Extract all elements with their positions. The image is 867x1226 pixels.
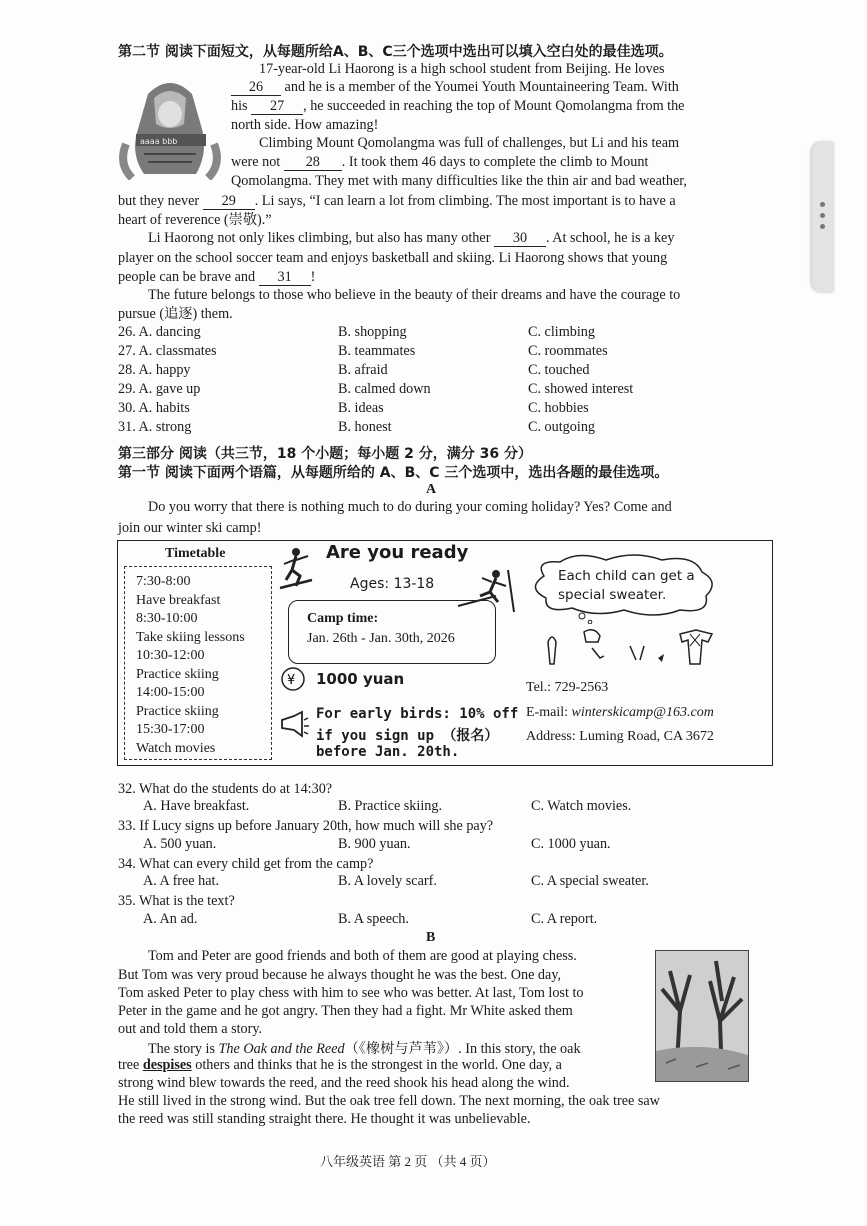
timetable-item: 14:00-15:00 bbox=[136, 685, 205, 700]
p1-line3: his 27 , he succeeded in reaching the top of Mount Qomolangma from the bbox=[231, 98, 685, 114]
passage-a-label: A bbox=[426, 482, 437, 497]
p1-line4: north side. How amazing! bbox=[231, 117, 379, 133]
blank-31[interactable]: 31 bbox=[259, 270, 311, 286]
bubble-line1: Each child can get a bbox=[558, 568, 695, 584]
passage-b-p2-line3: strong wind blew towards the reed, and the reed shook his head along the wind. bbox=[118, 1075, 570, 1091]
p1-line1: 17-year-old Li Haorong is a high school student from Beijing. He loves bbox=[259, 61, 665, 77]
page-footer: 八年级英语 第 2 页 （共 4 页） bbox=[320, 1154, 496, 1169]
blank-29[interactable]: 29 bbox=[203, 194, 255, 210]
p4-line1: The future belongs to those who believe in the beauty of their dreams and have the courage to bbox=[148, 287, 681, 303]
p2-line4: but they never 29 . Li says, “I can learn a lot from climbing. The most important is to have a bbox=[118, 193, 676, 209]
timetable-item: Watch movies bbox=[136, 741, 216, 756]
timetable-item: 15:30-17:00 bbox=[136, 722, 205, 737]
passage-b-p1-line2: But Tom was very proud because he always thought he was the best. One day, bbox=[118, 967, 562, 983]
option-26-b[interactable]: B. shopping bbox=[338, 324, 407, 340]
timetable-item: 10:30-12:00 bbox=[136, 648, 205, 663]
early-bird-line1: For early birds: 10% off bbox=[316, 706, 519, 722]
question-35: 35. What is the text? bbox=[118, 893, 235, 909]
option-32-c[interactable]: C. Watch movies. bbox=[531, 798, 632, 814]
passage-b-p2-line1: The story is The Oak and the Reed（《橡树与芦苇》）. In this story, the oak bbox=[148, 1041, 581, 1057]
early-bird-line2: if you sign up （报名） bbox=[316, 728, 499, 744]
passage-b-p1-line1: Tom and Peter are good friends and both of them are good at playing chess. bbox=[148, 948, 577, 964]
contact-email: E-mail: winterskicamp@163.com bbox=[526, 705, 714, 720]
option-30-b[interactable]: B. ideas bbox=[338, 400, 384, 416]
option-30-c[interactable]: C. hobbies bbox=[528, 400, 589, 416]
option-29-c[interactable]: C. showed interest bbox=[528, 381, 634, 397]
ad-headline: Are you ready bbox=[326, 542, 469, 563]
tree-image bbox=[655, 950, 749, 1082]
timetable-item: Have breakfast bbox=[136, 593, 221, 608]
p4-line2: pursue (追逐) them. bbox=[118, 306, 233, 322]
p2-line2: were not 28 . It took them 46 days to complete the climb to Mount bbox=[231, 154, 649, 170]
option-27-b[interactable]: B. teammates bbox=[338, 343, 416, 359]
option-33-a[interactable]: A. 500 yuan. bbox=[143, 836, 217, 852]
blank-26[interactable]: 26 bbox=[231, 80, 281, 96]
blank-30[interactable]: 30 bbox=[494, 231, 546, 247]
intro-line1: Do you worry that there is nothing much to do during your coming holiday? Yes? Come and bbox=[148, 499, 672, 515]
timetable-item: Practice skiing bbox=[136, 667, 219, 682]
option-27-a[interactable]: 27. A. classmates bbox=[118, 343, 217, 359]
coin-icon bbox=[280, 666, 306, 692]
option-33-c[interactable]: C. 1000 yuan. bbox=[531, 836, 611, 852]
handle-dot-icon bbox=[820, 202, 825, 207]
intro-line2: join our winter ski camp! bbox=[118, 520, 262, 536]
side-panel-handle[interactable] bbox=[812, 142, 834, 292]
contact-address: Address: Luming Road, CA 3672 bbox=[526, 729, 714, 744]
option-27-c[interactable]: C. roommates bbox=[528, 343, 608, 359]
ad-ages: Ages: 13-18 bbox=[350, 576, 435, 592]
option-31-b[interactable]: B. honest bbox=[338, 419, 392, 435]
early-bird-line3: before Jan. 20th. bbox=[316, 744, 460, 760]
question-34: 34. What can every child get from the camp? bbox=[118, 856, 374, 872]
passage-b-label: B bbox=[426, 930, 436, 945]
svg-text:¥: ¥ bbox=[287, 673, 296, 688]
option-29-b[interactable]: B. calmed down bbox=[338, 381, 431, 397]
story-title: The Oak and the Reed bbox=[218, 1041, 345, 1057]
underlined-word: despises bbox=[142, 1057, 192, 1073]
option-34-c[interactable]: C. A special sweater. bbox=[531, 873, 649, 889]
option-31-c[interactable]: C. outgoing bbox=[528, 419, 596, 435]
option-35-c[interactable]: C. A report. bbox=[531, 911, 598, 927]
p3-line1: Li Haorong not only likes climbing, but also has many other 30 . At school, he is a key bbox=[148, 230, 675, 246]
megaphone-icon bbox=[276, 710, 310, 740]
option-34-b[interactable]: B. A lovely scarf. bbox=[338, 873, 437, 889]
p3-line3: people can be brave and 31 ! bbox=[118, 269, 316, 285]
handle-dot-icon bbox=[820, 224, 825, 229]
passage-b-p1-line4: Peter in the game and he got angry. Then they had a fight. Mr White asked them bbox=[118, 1003, 573, 1019]
question-33: 33. If Lucy signs up before January 20th, how much will she pay? bbox=[118, 818, 494, 834]
option-26-a[interactable]: 26. A. dancing bbox=[118, 324, 201, 340]
option-33-b[interactable]: B. 900 yuan. bbox=[338, 836, 411, 852]
blank-28[interactable]: 28 bbox=[284, 155, 342, 171]
p2-line1: Climbing Mount Qomolangma was full of challenges, but Li and his team bbox=[259, 135, 680, 151]
timetable-item: Take skiing lessons bbox=[136, 630, 245, 645]
svg-text:aaaa bbb: aaaa bbb bbox=[140, 137, 178, 146]
part3-heading: 第三部分 阅读（共三节，18 个小题；每小题 2 分，满分 36 分） bbox=[118, 446, 532, 462]
timetable-item: 7:30-8:00 bbox=[136, 574, 191, 589]
timetable-title: Timetable bbox=[165, 546, 226, 561]
option-35-b[interactable]: B. A speech. bbox=[338, 911, 409, 927]
timetable-item: 8:30-10:00 bbox=[136, 611, 198, 626]
p2-line3: Qomolangma. They met with many difficulties like the thin air and bad weather, bbox=[231, 173, 687, 189]
passage-b-p2-line2: tree despises others and thinks that he is the strongest in the world. One day, a bbox=[118, 1057, 562, 1073]
timetable-item: Practice skiing bbox=[136, 704, 219, 719]
option-28-b[interactable]: B. afraid bbox=[338, 362, 388, 378]
bubble-line2: special sweater. bbox=[558, 587, 667, 603]
option-32-a[interactable]: A. Have breakfast. bbox=[143, 798, 250, 814]
part3-section1-heading: 第一节 阅读下面两个语篇，从每题所给的 A、B、C 三个选项中，选出各题的最佳选项。 bbox=[118, 465, 669, 481]
passage-b-p2-line4: He still lived in the strong wind. But the oak tree fell down. The next morning, the oak tree saw bbox=[118, 1093, 660, 1109]
email-address[interactable]: winterskicamp@163.com bbox=[571, 705, 714, 720]
climber-image bbox=[118, 74, 222, 180]
p2-line5: heart of reverence (崇敬).” bbox=[118, 212, 272, 228]
handle-dot-icon bbox=[820, 213, 825, 218]
option-31-a[interactable]: 31. A. strong bbox=[118, 419, 192, 435]
option-29-a[interactable]: 29. A. gave up bbox=[118, 381, 201, 397]
option-28-a[interactable]: 28. A. happy bbox=[118, 362, 191, 378]
passage-b-p1-line3: Tom asked Peter to play chess with him to see who was better. At last, Tom lost to bbox=[118, 985, 584, 1001]
p3-line2: player on the school soccer team and enjoys basketball and skiing. Li Haorong shows that young bbox=[118, 250, 668, 266]
skier-icon bbox=[276, 546, 316, 592]
question-32: 32. What do the students do at 14:30? bbox=[118, 781, 333, 797]
blank-27[interactable]: 27 bbox=[251, 99, 303, 115]
passage-b-p2-line5: the reed was still standing straight there. He thought it was unbelievable. bbox=[118, 1111, 531, 1127]
camp-time-value: Jan. 26th - Jan. 30th, 2026 bbox=[307, 631, 455, 646]
camp-time-label: Camp time: bbox=[307, 611, 379, 626]
option-26-c[interactable]: C. climbing bbox=[528, 324, 595, 340]
p1-line2: 26 and he is a member of the Youmei Youth Mountaineering Team. With bbox=[231, 79, 679, 96]
option-28-c[interactable]: C. touched bbox=[528, 362, 590, 378]
price: 1000 yuan bbox=[316, 670, 405, 688]
option-32-b[interactable]: B. Practice skiing. bbox=[338, 798, 443, 814]
ski-gear-icons bbox=[540, 624, 716, 670]
option-30-a[interactable]: 30. A. habits bbox=[118, 400, 190, 416]
contact-tel: Tel.: 729-2563 bbox=[526, 680, 609, 695]
option-34-a[interactable]: A. A free hat. bbox=[143, 873, 220, 889]
option-35-a[interactable]: A. An ad. bbox=[143, 911, 198, 927]
passage-b-p1-line5: out and told them a story. bbox=[118, 1021, 263, 1037]
section-heading: 第二节 阅读下面短文，从每题所给A、B、C三个选项中选出可以填入空白处的最佳选项。 bbox=[118, 44, 673, 60]
